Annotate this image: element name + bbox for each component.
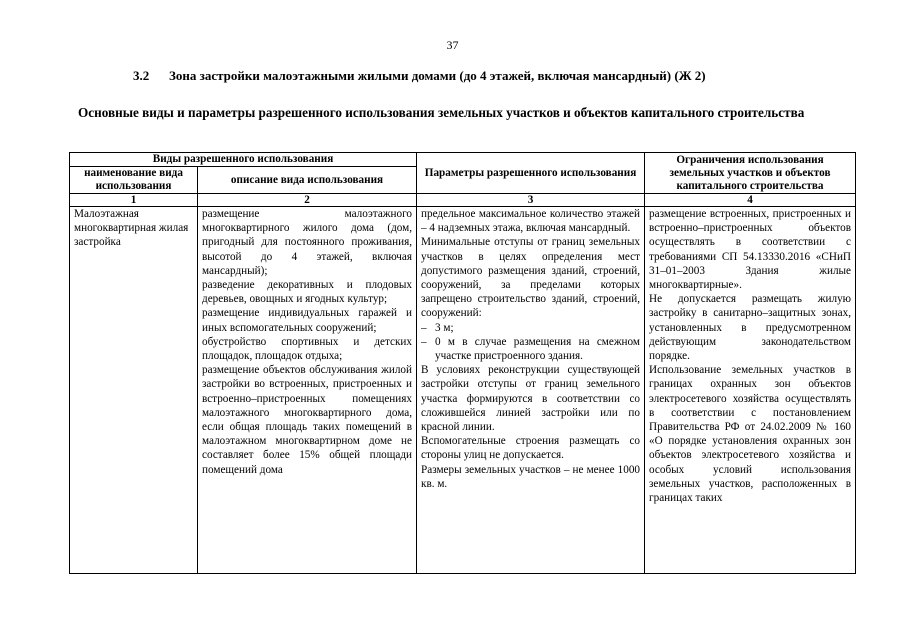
column-number: 4 [645, 194, 856, 207]
setback-text: 0 м в случае размещения на смежном участке пристроенного здания. [435, 335, 641, 363]
description-item: размещение малоэтажного многоквартирного жилого дома (дом, пригодный для постоянного проживания, высотой до 4 этажей, включая мансардный); [202, 208, 413, 277]
header-name: наименование вида использования [70, 167, 198, 194]
param-setbacks: Минимальные отступы от границ земельных участков в целях определения мест допустимого размещения зданий, строений, сооружений, за пределами которых запрещено строительство зданий, строений, сооружений: [421, 236, 641, 320]
cell-params [417, 207, 645, 574]
use-name: Малоэтажная многоквартирная жилая застройка [74, 208, 189, 249]
section-title: Зона застройки малоэтажными жилыми домами (до 4 этажей, включая мансардный) (Ж 2) [169, 68, 706, 83]
param-plot-size: Размеры земельных участков – не менее 1000 кв. м. [421, 463, 641, 490]
cell-description [198, 207, 417, 574]
column-number: 3 [417, 194, 645, 207]
page-number: 37 [446, 38, 459, 52]
section-number: 3.2 [133, 68, 150, 83]
header-restrictions: Ограничения использования земельных участков и объектов капитального строительства [645, 153, 856, 194]
restriction-item: размещение встроенных, пристроенных и встроенно–пристроенных объектов осуществлять в соответствии с требованиями СП 54.13330.2016 «СНиП 31–01–2003 Здания жилые многоквартирные». [649, 208, 852, 292]
description-item: размещение индивидуальных гаражей и иных вспомогательных сооружений; [202, 307, 413, 334]
restriction-item: Использование земельных участков в границах охранных зон объектов электросетевого хозяйства осуществлять в соответствии с постановлением Правительства РФ от 24.02.2009 № 160 «О порядке установления охранных зон объектов электросетевого хозяйства и особых условий использования земельных участков, расположенных в границах таких [649, 364, 852, 505]
cell-restrictions [645, 207, 856, 574]
subheading: Основные виды и параметры разрешенного использования земельных участков и объектов капитального строительства [78, 105, 805, 120]
header-group-kinds: Виды разрешенного использования [70, 153, 417, 167]
restriction-item: Не допускается размещать жилую застройку в санитарно–защитных зонах, установленных в предусмотренном действующим законодательством порядке. [649, 293, 852, 363]
param-floors: предельное максимальное количество этажей – 4 надземных этажа, включая мансардный. [421, 208, 641, 235]
setback-text: 3 м; [435, 321, 454, 334]
header-description: описание вида использования [198, 167, 417, 194]
param-auxiliary: Вспомогательные строения размещать со стороны улиц не допускается. [421, 435, 641, 462]
land-use-table [69, 152, 856, 574]
description-item: размещение объектов обслуживания жилой застройки во встроенных, пристроенных и встроенно–пристроенных помещениях малоэтажного многоквартирного дома, если общая площадь таких помещений в малоэтажном многоквартирном доме не составляет более 15% общей площади помещений дома [202, 364, 413, 476]
description-item: обустройство спортивных и детских площадок, площадок отдыха; [202, 335, 413, 363]
description-item: разведение декоративных и плодовых деревьев, овощных и ягодных культур; [202, 279, 413, 306]
cell-name [70, 207, 198, 574]
section-heading [133, 68, 706, 84]
column-number: 2 [198, 194, 417, 207]
setback-item [421, 335, 640, 363]
dash-marker: – [421, 321, 427, 334]
setback-item [421, 321, 640, 335]
header-params: Параметры разрешенного использования [417, 153, 645, 194]
dash-marker: – [421, 335, 427, 348]
param-reconstruction: В условиях реконструкции существующей застройки отступы от границ земельного участка формируются в соответствии со сложившейся линией застройки или по красной линии. [421, 364, 641, 434]
column-number: 1 [70, 194, 198, 207]
